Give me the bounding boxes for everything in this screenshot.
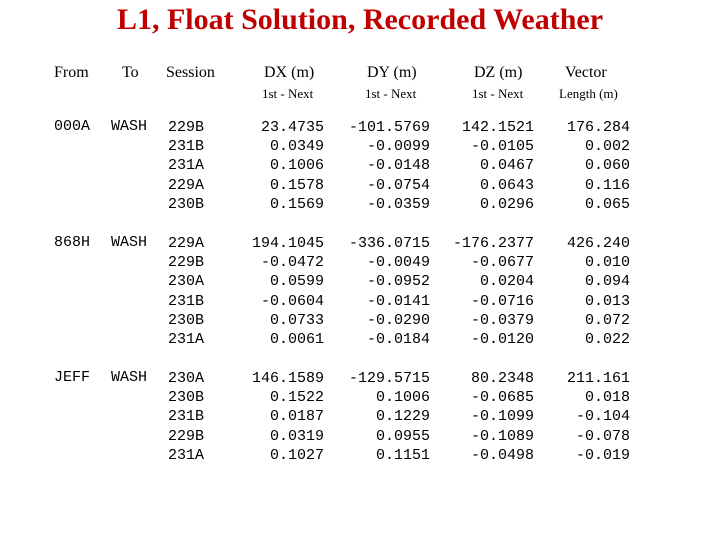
table-cell: 0.0187 [269, 408, 324, 426]
dz-column [436, 234, 534, 349]
table-cell: 0.0599 [269, 273, 324, 291]
table-cell: 176.284 [566, 119, 630, 136]
table-cell: 231A [168, 330, 205, 348]
header-dx: DX (m) [264, 64, 315, 81]
table-cell: 0.1229 [375, 408, 430, 426]
table-cell: 231A [168, 446, 205, 464]
table-cell: 229B [168, 254, 205, 272]
table-cell: 146.1589 [251, 370, 324, 387]
header-vector: Vector [565, 64, 607, 81]
table-cell: -0.0099 [366, 138, 430, 156]
table-cell: -0.078 [575, 427, 630, 445]
to-station: WASH [111, 118, 148, 135]
table-cell: 80.2348 [470, 370, 534, 387]
table-cell: -0.0290 [366, 311, 430, 329]
table-cell: 0.0296 [479, 195, 534, 213]
table-cell: 0.1569 [269, 195, 324, 213]
table-cell: 0.072 [584, 311, 630, 329]
table-cell: -0.019 [575, 446, 630, 464]
table-cell: 230B [168, 389, 205, 407]
table-cell: -0.1099 [470, 408, 534, 426]
header-session: Session [166, 64, 215, 81]
from-station: JEFF [54, 369, 91, 386]
table-cell: 231B [168, 408, 205, 426]
table-cell: 0.0467 [479, 157, 534, 175]
table-cell: 0.116 [584, 176, 630, 194]
table-cell: -0.0148 [366, 157, 430, 175]
table-cell: 0.0061 [269, 330, 324, 348]
table-cell: 0.0319 [269, 427, 324, 445]
table-cell: -0.0359 [366, 195, 430, 213]
length-column [540, 118, 630, 214]
dy-column [330, 234, 430, 349]
table-cell: -0.0754 [366, 176, 430, 194]
table-cell: 0.0204 [479, 273, 534, 291]
table-cell: -129.5715 [348, 370, 430, 387]
table-cell: -176.2377 [452, 235, 534, 252]
table-cell: -0.0498 [470, 446, 534, 464]
table-cell: 0.0955 [375, 427, 430, 445]
table-cell: 230B [168, 311, 205, 329]
table-cell: -0.0379 [470, 311, 534, 329]
table-cell: 230A [168, 370, 205, 387]
table-cell: 0.060 [584, 157, 630, 175]
table-cell: 0.0643 [479, 176, 534, 194]
dy-column [330, 369, 430, 465]
table-cell: -0.0049 [366, 254, 430, 272]
table-cell: -101.5769 [348, 119, 430, 136]
table-cell: 230B [168, 195, 205, 213]
table-cell: 0.1006 [269, 157, 324, 175]
subheader-dy: 1st - Next [365, 86, 417, 101]
table-cell: 0.1151 [375, 446, 430, 464]
header-dy: DY (m) [367, 64, 417, 81]
table-cell: 230A [168, 273, 205, 291]
table-cell: 0.002 [584, 138, 630, 156]
subheader-vector: Length (m) [559, 86, 618, 101]
table-cell: -0.0472 [260, 254, 324, 272]
table-cell: -0.0685 [470, 389, 534, 407]
page-title: L1, Float Solution, Recorded Weather [116, 3, 604, 36]
table-cell: 0.0349 [269, 138, 324, 156]
table-cell: 0.094 [584, 273, 630, 291]
table-cell: 0.1027 [269, 446, 324, 464]
table-cell: 229B [168, 119, 205, 136]
from-station: 868H [54, 234, 91, 251]
table-cell: 0.1522 [269, 389, 324, 407]
subheader-dx: 1st - Next [262, 86, 314, 101]
table-cell: 194.1045 [251, 235, 324, 252]
subheader-dz: 1st - Next [472, 86, 524, 101]
to-station: WASH [111, 234, 148, 251]
table-cell: 211.161 [566, 370, 630, 387]
table-cell: 0.0733 [269, 311, 324, 329]
table-cell: -336.0715 [348, 235, 430, 252]
dx-column [220, 369, 324, 465]
length-column [540, 234, 630, 349]
table-cell: -0.0141 [366, 292, 430, 310]
table-cell: -0.104 [575, 408, 630, 426]
table-cell: -0.0604 [260, 292, 324, 310]
table-cell: 231A [168, 157, 205, 175]
table-cell: 229B [168, 427, 205, 445]
length-column [540, 369, 630, 465]
table-cell: 0.1578 [269, 176, 324, 194]
dz-column [436, 118, 534, 214]
table-cell: 0.013 [584, 292, 630, 310]
table-cell: 0.018 [584, 389, 630, 407]
table-cell: -0.1089 [470, 427, 534, 445]
dz-column [436, 369, 534, 465]
session-column [168, 118, 228, 214]
table-cell: 0.022 [584, 330, 630, 348]
header-from: From [54, 64, 89, 81]
header-dz: DZ (m) [474, 64, 523, 81]
table-cell: 231B [168, 138, 205, 156]
table-cell: -0.0716 [470, 292, 534, 310]
table-cell: 231B [168, 292, 205, 310]
dx-column [220, 118, 324, 214]
table-cell: 0.010 [584, 254, 630, 272]
table-cell: 426.240 [566, 235, 630, 252]
table-cell: 142.1521 [461, 119, 534, 136]
table-cell: 229A [168, 235, 205, 252]
table-cell: -0.0184 [366, 330, 430, 348]
from-station: 000A [54, 118, 91, 135]
table-cell: -0.0952 [366, 273, 430, 291]
header-to: To [122, 64, 139, 81]
table-cell: -0.0120 [470, 330, 534, 348]
session-column [168, 234, 228, 349]
to-station: WASH [111, 369, 148, 386]
table-cell: -0.0677 [470, 254, 534, 272]
table-cell: 229A [168, 176, 205, 194]
table-cell: -0.0105 [470, 138, 534, 156]
table-cell: 23.4735 [260, 119, 324, 136]
table-cell: 0.065 [584, 195, 630, 213]
dx-column [220, 234, 324, 349]
dy-column [330, 118, 430, 214]
session-column [168, 369, 228, 465]
table-cell: 0.1006 [375, 389, 430, 407]
